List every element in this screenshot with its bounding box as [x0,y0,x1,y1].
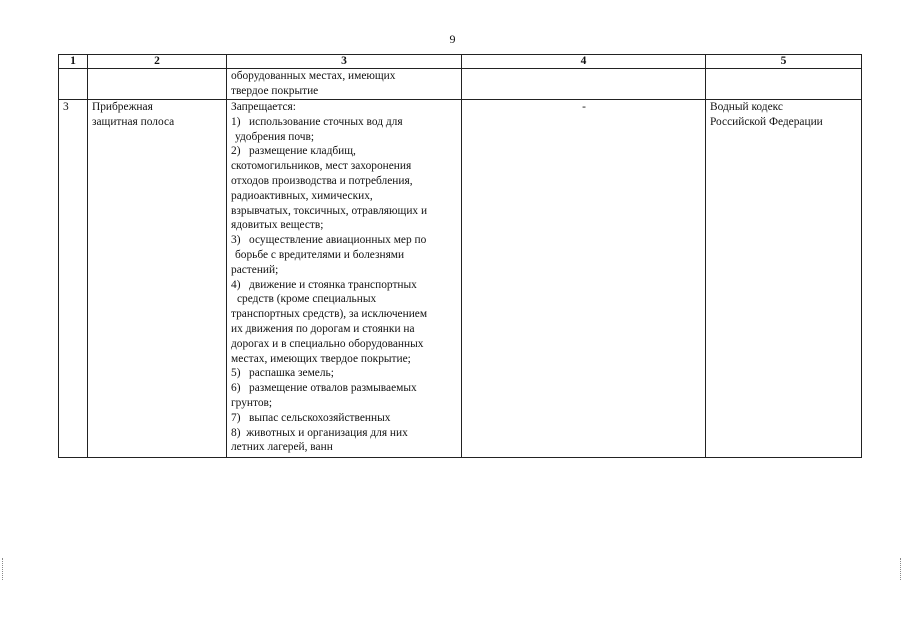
item-text: растений; [231,263,279,276]
zone-name-line: защитная полоса [92,115,175,128]
restrictions-intro: Запрещается: [231,101,296,113]
item-text: грунтов; [231,396,273,409]
item-text: осуществление авиационных мер по [249,234,427,247]
header-col-1: 1 [59,55,88,69]
item-text: дорогах и в специально оборудованных [231,337,424,350]
restriction-item [231,278,458,293]
restriction-item [231,366,458,381]
source-line: Водный кодекс [710,101,783,113]
item-text: удобрения почв; [235,130,315,143]
item-number: 8) [231,426,241,439]
item-text: распашка земель; [249,367,334,380]
scan-edge-mark-right [900,558,903,580]
item-number: 7) [231,411,241,424]
item-text: летних лагерей, ванн [231,441,333,454]
restrictions-table [58,54,862,458]
item-number: 1) [231,115,241,128]
restriction-item [231,233,458,248]
cell-restrictions [227,69,462,100]
item-text: их движения по дорогам и стоянки на [231,322,415,335]
header-col-5: 5 [706,55,862,69]
item-text: радиоактивных, химических, [231,189,373,202]
cell-zone-name [88,100,227,458]
item-number: 2) [231,145,241,158]
cell-col4 [462,69,706,100]
header-col-4: 4 [462,55,706,69]
item-number: 6) [231,382,241,395]
item-number: 4) [231,278,241,291]
cell-source [706,69,862,100]
table-row-3 [59,100,862,458]
cell-num [59,69,88,100]
text-line: твердое покрытие [231,84,319,97]
item-text: борьбе с вредителями и болезнями [235,248,405,261]
restriction-item [231,115,458,130]
item-text: транспортных средств), за исключением [231,308,428,321]
cell-restrictions [227,100,462,458]
item-text: выпас сельскохозяйственных [249,411,391,424]
text-line: оборудованных местах, имеющих [231,70,396,82]
item-text: скотомогильников, мест захоронения [231,160,412,173]
item-text: средств (кроме специальных [237,293,377,306]
source-line: Российской Федерации [710,115,823,128]
item-number: 5) [231,367,241,380]
item-text: отходов производства и потребления, [231,174,413,187]
table-header-row [59,55,862,69]
restriction-item [231,411,458,426]
item-number: 3) [231,234,241,247]
scan-edge-mark-left [2,558,5,580]
item-text: размещение отвалов размываемых [249,382,417,395]
restriction-item [231,426,458,441]
item-text: ядовитых веществ; [231,219,324,232]
cell-num: 3 [59,100,88,458]
item-text: использование сточных вод для [249,115,403,128]
page-number: 9 [449,32,456,46]
header-col-3: 3 [227,55,462,69]
item-text: движение и стоянка транспортных [249,278,417,291]
item-text: местах, имеющих твердое покрытие; [231,352,411,365]
cell-col4: - [462,100,706,458]
item-text: размещение кладбищ, [249,145,356,158]
cell-name [88,69,227,100]
restriction-item [231,144,458,159]
cell-source [706,100,862,458]
table-row-continuation [59,69,862,100]
item-text: животных и организация для них [246,426,408,439]
header-col-2: 2 [88,55,227,69]
zone-name-line: Прибрежная [92,101,153,113]
restriction-item [231,381,458,396]
item-text: взрывчатых, токсичных, отравляющих и [231,204,428,217]
